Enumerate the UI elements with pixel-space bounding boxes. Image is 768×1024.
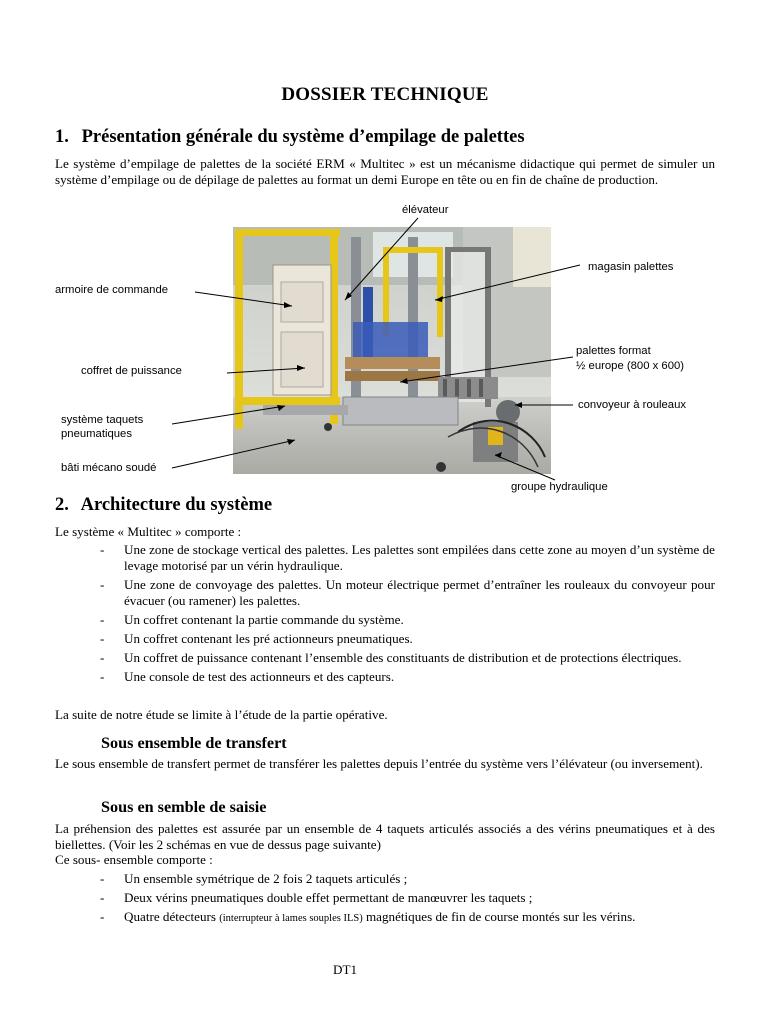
list-item: - Quatre détecteurs (interrupteur à lames souples ILS) magnétiques de fin de course montés sur les vérins. bbox=[100, 909, 636, 924]
section-2-number: 2. bbox=[55, 495, 69, 515]
label-elevateur: élévateur bbox=[402, 204, 449, 216]
saisie-heading: Sous en semble de saisie bbox=[101, 798, 267, 816]
saisie-text-2: Ce sous- ensemble comporte : bbox=[55, 852, 213, 867]
list-item: - Un coffret contenant la partie commande du système. bbox=[100, 612, 404, 627]
label-coffret-puissance: coffret de puissance bbox=[81, 365, 182, 377]
label-palettes-format-2: ½ europe (800 x 600) bbox=[576, 360, 685, 372]
page-footer: DT1 bbox=[333, 962, 358, 977]
saisie-list bbox=[55, 871, 715, 930]
section-1-number: 1. bbox=[55, 127, 69, 147]
system-figure bbox=[55, 200, 715, 500]
section-2-intro: Le système « Multitec » comporte : bbox=[55, 524, 242, 539]
list-item: - Deux vérins pneumatiques double effet permettant de manœuvrer les taquets ; bbox=[100, 890, 533, 905]
document-title: DOSSIER TECHNIQUE bbox=[281, 84, 489, 105]
section-2-heading bbox=[55, 495, 272, 516]
list-item: - Une zone de convoyage des palettes. Un moteur électrique permet d’entraîner les rouleaux du convoyeur pour évacuer (ou ramener) les palettes. bbox=[100, 577, 715, 608]
list-item: - Un ensemble symétrique de 2 fois 2 taquets articulés ; bbox=[100, 871, 408, 886]
label-palettes-format-1: palettes format bbox=[576, 345, 651, 357]
section-1-title: Présentation générale du système d’empilage de palettes bbox=[81, 127, 525, 147]
list-item: - Un coffret de puissance contenant l’ensemble des constituants de distribution et de protections électriques. bbox=[100, 650, 682, 665]
section-1-heading bbox=[55, 127, 525, 148]
section-2-title: Architecture du système bbox=[80, 495, 273, 515]
saisie-text-1: La préhension des palettes est assurée par un ensemble de 4 taquets articulés associés a des vérins pneumatiques et à des biellettes. (Voir les 2 schémas en vue de dessus page suivante) bbox=[55, 821, 715, 852]
label-convoyeur: convoyeur à rouleaux bbox=[578, 399, 687, 411]
label-magasin-palettes: magasin palettes bbox=[588, 261, 674, 273]
label-taquets-2: pneumatiques bbox=[61, 428, 132, 440]
architecture-list bbox=[55, 542, 715, 688]
section-1-intro: Le système d’empilage de palettes de la société ERM « Multitec » est un mécanisme didactique qui permet de simuler un système d’empilage ou de dépilage de palettes au format un demi Europe en tête ou en fin de chaîne de production. bbox=[55, 156, 715, 187]
list-item: - Une console de test des actionneurs et des capteurs. bbox=[100, 669, 395, 684]
list-item: - Une zone de stockage vertical des palettes. Les palettes sont empilées dans cette zone au moyen d’un système de levage motorisé par un vérin hydraulique. bbox=[100, 542, 715, 573]
label-taquets-1: système taquets bbox=[61, 414, 144, 426]
label-bati: bâti mécano soudé bbox=[61, 462, 157, 474]
transfert-text: Le sous ensemble de transfert permet de transférer les palettes depuis l’entrée du système vers l’élévateur (ou inversement). bbox=[55, 756, 703, 771]
section-2-outro: La suite de notre étude se limite à l’étude de la partie opérative. bbox=[55, 707, 388, 722]
list-item: - Un coffret contenant les pré actionneurs pneumatiques. bbox=[100, 631, 413, 646]
label-groupe-hydraulique: groupe hydraulique bbox=[511, 481, 608, 493]
label-armoire-commande: armoire de commande bbox=[55, 284, 169, 296]
transfert-heading: Sous ensemble de transfert bbox=[101, 734, 287, 752]
